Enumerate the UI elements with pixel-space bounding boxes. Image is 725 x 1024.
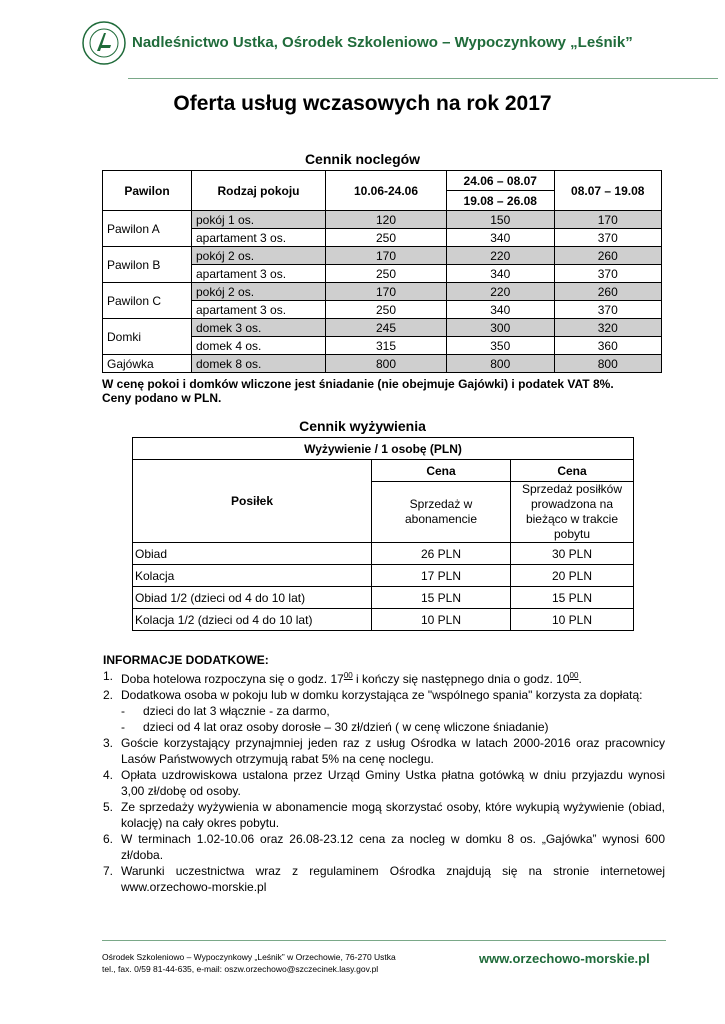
room-type: domek 3 os. xyxy=(192,319,326,337)
room-type: domek 8 os. xyxy=(192,355,326,373)
info-item-7: 7. Warunki uczestnictwa wraz z regulaminem Ośrodka znajdują się na stronie internetowej www.orzechowo-morskie.pl xyxy=(103,864,665,894)
additional-info xyxy=(103,652,665,895)
food-section-title: Cennik wyżywienia xyxy=(299,418,426,434)
price-period-2: 800 xyxy=(447,355,555,373)
price-subscription: 26 PLN xyxy=(372,543,511,565)
room-type: domek 4 os. xyxy=(192,337,326,355)
pavilion-name: Gajówka xyxy=(103,355,192,373)
footer-website-link[interactable]: www.orzechowo-morskie.pl xyxy=(479,951,650,966)
table-row xyxy=(103,283,662,301)
table-row xyxy=(103,247,662,265)
header-period-1: 10.06-24.06 xyxy=(326,171,447,211)
header-title: Nadleśnictwo Ustka, Ośrodek Szkoleniowo – Wypoczynkowy „Leśnik” xyxy=(132,34,633,51)
price-period-2: 340 xyxy=(447,229,555,247)
price-period-3: 260 xyxy=(554,283,662,301)
price-period-2: 350 xyxy=(447,337,555,355)
price-period-1: 120 xyxy=(326,211,447,229)
header-period-2b: 19.08 – 26.08 xyxy=(447,191,555,211)
header-period-2a: 24.06 – 08.07 xyxy=(447,171,555,191)
info-item-5: 5. Ze sprzedaży wyżywienia w abonamencie mogą skorzystać osoby, które wykupią wyżywienie (obiad, kolację) na cały okres pobytu. xyxy=(103,800,665,830)
price-period-3: 360 xyxy=(554,337,662,355)
header-period-3: 08.07 – 19.08 xyxy=(554,171,662,211)
price-period-1: 245 xyxy=(326,319,447,337)
table-row xyxy=(133,609,634,631)
price-ongoing: 15 PLN xyxy=(511,587,634,609)
price-period-2: 220 xyxy=(447,247,555,265)
price-period-3: 170 xyxy=(554,211,662,229)
meal-name: Kolacja 1/2 (dzieci od 4 do 10 lat) xyxy=(133,609,372,631)
price-period-3: 370 xyxy=(554,301,662,319)
price-period-3: 320 xyxy=(554,319,662,337)
table-row xyxy=(133,543,634,565)
pavilion-name: Pawilon A xyxy=(103,211,192,247)
info-item-3: 3. Goście korzystający przynajmniej jeden raz z usług Ośrodka w latach 2000-2016 oraz pracownicy Lasów Państwowych otrzymują rabat 5% na cenę noclegu. xyxy=(103,736,665,766)
food-caption: Wyżywienie / 1 osobę (PLN) xyxy=(133,438,634,460)
info-item-2-sub-1: - dzieci do lat 3 włącznie - za darmo, xyxy=(121,704,330,718)
page-header xyxy=(78,18,698,74)
price-period-3: 260 xyxy=(554,247,662,265)
room-type: pokój 2 os. xyxy=(192,283,326,301)
room-type: apartament 3 os. xyxy=(192,265,326,283)
price-period-2: 220 xyxy=(447,283,555,301)
document-title: Oferta usług wczasowych na rok 2017 xyxy=(173,92,552,115)
footer-line-1: Ośrodek Szkoleniowo – Wypoczynkowy „Leśnik” w Orzechowie, 76-270 Ustka xyxy=(102,952,396,962)
header-price-subscription: Cena xyxy=(372,460,511,482)
room-type: apartament 3 os. xyxy=(192,301,326,319)
table-row xyxy=(103,211,662,229)
header-divider xyxy=(128,78,718,79)
price-period-2: 300 xyxy=(447,319,555,337)
pavilion-name: Pawilon C xyxy=(103,283,192,319)
pavilion-name: Domki xyxy=(103,319,192,355)
price-period-1: 315 xyxy=(326,337,447,355)
price-period-2: 340 xyxy=(447,301,555,319)
ongoing-sale-description: Sprzedaż posiłków prowadzona na bieżąco w trakcie pobytu xyxy=(511,482,634,543)
lasy-panstwowe-logo xyxy=(82,21,126,65)
footer-divider xyxy=(102,940,666,941)
table-row xyxy=(103,355,662,373)
info-item-4: 4. Opłata uzdrowiskowa ustalona przez Urząd Gminy Ustka płatna gotówką w dniu przyjazdu wynosi 3,00 zł/dobę od osoby. xyxy=(103,768,665,798)
price-period-1: 250 xyxy=(326,229,447,247)
meal-name: Kolacja xyxy=(133,565,372,587)
info-item-2-sub-2: - dzieci od 4 lat oraz osoby dorosłe – 30 zł/dzień ( w cenę wliczone śniadanie) xyxy=(121,720,549,734)
info-item-1: 1. Doba hotelowa rozpoczyna się o godz. $17^{00}$ i kończy się następnego dnia o godz. $10^{00}$. xyxy=(103,669,582,686)
price-period-1: 170 xyxy=(326,247,447,265)
header-pavilion: Pawilon xyxy=(103,171,192,211)
price-period-2: 340 xyxy=(447,265,555,283)
info-item-6: 6. W terminach 1.02-10.06 oraz 26.08-23.12 cena za nocleg w domku 8 os. „Gajówka” wynosi 600 zł/doba. xyxy=(103,832,665,862)
price-subscription: 17 PLN xyxy=(372,565,511,587)
header-room-type: Rodzaj pokoju xyxy=(192,171,326,211)
footer-address xyxy=(102,951,396,975)
table-row xyxy=(133,565,634,587)
price-subscription: 10 PLN xyxy=(372,609,511,631)
price-subscription: 15 PLN xyxy=(372,587,511,609)
lodging-section-title: Cennik noclegów xyxy=(304,151,421,167)
price-period-1: 170 xyxy=(326,283,447,301)
info-item-2: 2. Dodatkowa osoba w pokoju lub w domku korzystająca ze "wspólnego spania" korzysta za dopłatą: xyxy=(103,688,643,702)
price-period-3: 370 xyxy=(554,265,662,283)
lodging-price-table xyxy=(102,170,662,373)
price-period-1: 250 xyxy=(326,301,447,319)
price-period-3: 370 xyxy=(554,229,662,247)
header-price-ongoing: Cena xyxy=(511,460,634,482)
footer-line-2: tel., fax. 0/59 81-44-635, e-mail: oszw.orzechowo@szczecinek.lasy.gov.pl xyxy=(102,964,379,974)
lodging-note-currency: Ceny podano w PLN. xyxy=(102,391,222,405)
price-period-2: 150 xyxy=(447,211,555,229)
meal-name: Obiad 1/2 (dzieci od 4 do 10 lat) xyxy=(133,587,372,609)
lodging-note-breakfast: W cenę pokoi i domków wliczone jest śniadanie (nie obejmuje Gajówki) i podatek VAT 8%. xyxy=(102,377,614,391)
price-ongoing: 30 PLN xyxy=(511,543,634,565)
table-row xyxy=(103,319,662,337)
price-period-1: 800 xyxy=(326,355,447,373)
room-type: pokój 2 os. xyxy=(192,247,326,265)
food-price-table xyxy=(132,437,634,631)
meal-name: Obiad xyxy=(133,543,372,565)
price-ongoing: 10 PLN xyxy=(511,609,634,631)
room-type: pokój 1 os. xyxy=(192,211,326,229)
price-period-1: 250 xyxy=(326,265,447,283)
price-ongoing: 20 PLN xyxy=(511,565,634,587)
info-heading: INFORMACJE DODATKOWE: xyxy=(103,653,269,667)
pavilion-name: Pawilon B xyxy=(103,247,192,283)
price-period-3: 800 xyxy=(554,355,662,373)
table-row xyxy=(133,587,634,609)
room-type: apartament 3 os. xyxy=(192,229,326,247)
header-meal: Posiłek xyxy=(133,460,372,543)
subscription-description: Sprzedaż w abonamencie xyxy=(372,482,511,543)
